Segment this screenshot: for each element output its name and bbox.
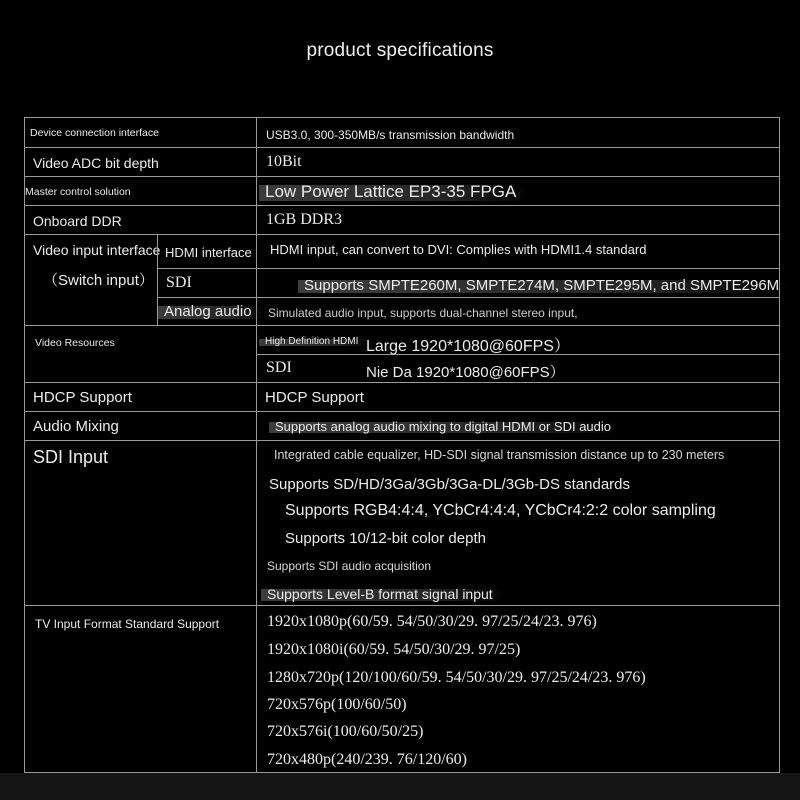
label-tv-input: TV Input Format Standard Support bbox=[35, 617, 220, 631]
label-audio-mixing: Audio Mixing bbox=[33, 418, 119, 435]
value-sdi-interface: Supports SMPTE260M, SMPTE274M, SMPTE295M, and SMPTE296M bbox=[304, 277, 780, 294]
tv-format-line: 1920x1080i(60/59. 54/50/30/29. 97/25) bbox=[267, 641, 521, 658]
row-video-resources bbox=[25, 325, 779, 382]
label-device-connection: Device connection interface bbox=[30, 127, 159, 139]
value-analog-audio: Simulated audio input, supports dual-channel stereo input, bbox=[268, 306, 578, 320]
sub-row-divider bbox=[157, 297, 779, 298]
row-master-control bbox=[25, 176, 779, 205]
label-video-adc: Video ADC bit depth bbox=[33, 155, 159, 171]
bottom-strip bbox=[0, 773, 800, 800]
row-hdcp bbox=[25, 382, 779, 411]
value-hdmi-interface: HDMI input, can convert to DVI: Complies with HDMI1.4 standard bbox=[270, 242, 647, 257]
tv-format-line: 1920x1080p(60/59. 54/50/30/29. 97/25/24/23. 976) bbox=[267, 613, 597, 630]
label-sdi-input: SDI Input bbox=[33, 447, 109, 467]
label-hdcp: HDCP Support bbox=[33, 389, 132, 406]
value-onboard-ddr: 1GB DDR3 bbox=[266, 211, 343, 228]
sub-row-divider bbox=[157, 268, 779, 269]
sdi-input-line: Supports RGB4:4:4, YCbCr4:4:4, YCbCr4:2:2 color sampling bbox=[285, 502, 716, 519]
label-hdmi-interface: HDMI interface bbox=[165, 245, 252, 260]
row-audio-mixing bbox=[25, 411, 779, 440]
value-device-connection: USB3.0, 300-350MB/s transmission bandwidth bbox=[266, 128, 515, 142]
value-audio-mixing: Supports analog audio mixing to digital HDMI or SDI audio bbox=[275, 419, 612, 434]
label-analog-audio: Analog audio bbox=[164, 303, 252, 320]
label-hdmi-resource: High Definition HDMI bbox=[265, 336, 359, 347]
label-sdi-resource: SDI bbox=[266, 359, 292, 376]
label-video-input: Video input interface bbox=[33, 242, 161, 258]
value-video-adc: 10Bit bbox=[266, 153, 302, 170]
row-sdi-input bbox=[25, 440, 779, 605]
value-sdi-resource: Nie Da 1920*1080@60FPS） bbox=[366, 364, 565, 381]
label-video-resources: Video Resources bbox=[35, 337, 115, 349]
value-hdmi-resource: Large 1920*1080@60FPS） bbox=[366, 338, 570, 355]
tv-format-line: 720x480p(240/239. 76/120/60) bbox=[267, 751, 467, 768]
row-onboard-ddr bbox=[25, 205, 779, 234]
label-master-control: Master control solution bbox=[25, 186, 131, 198]
label-sdi-interface: SDI bbox=[166, 274, 192, 291]
row-video-adc bbox=[25, 147, 779, 176]
tv-format-line: 1280x720p(120/100/60/59. 54/50/30/29. 97/25/24/23. 976) bbox=[267, 669, 646, 686]
sub-column-divider bbox=[157, 235, 158, 326]
row-video-input bbox=[25, 234, 779, 325]
tv-format-line: 720x576p(100/60/50) bbox=[267, 696, 407, 713]
tv-format-line: 720x576i(100/60/50/25) bbox=[267, 723, 424, 740]
page-title: product specifications bbox=[306, 40, 494, 61]
sdi-input-line: Supports Level-B format signal input bbox=[267, 586, 493, 602]
sdi-input-line: Supports 10/12-bit color depth bbox=[285, 530, 486, 547]
spec-table bbox=[24, 117, 780, 773]
sdi-input-line: Supports SDI audio acquisition bbox=[267, 559, 432, 573]
sdi-input-line: Supports SD/HD/3Ga/3Gb/3Ga-DL/3Gb-DS standards bbox=[269, 476, 630, 493]
row-tv-input bbox=[25, 605, 779, 774]
row-device-connection bbox=[25, 118, 779, 147]
value-master-control: Low Power Lattice EP3-35 FPGA bbox=[265, 182, 517, 201]
label-video-input-sub: （Switch input） bbox=[43, 272, 154, 289]
value-hdcp: HDCP Support bbox=[265, 389, 364, 406]
sdi-input-line: Integrated cable equalizer, HD-SDI signal transmission distance up to 230 meters bbox=[274, 448, 725, 462]
label-onboard-ddr: Onboard DDR bbox=[33, 213, 122, 229]
